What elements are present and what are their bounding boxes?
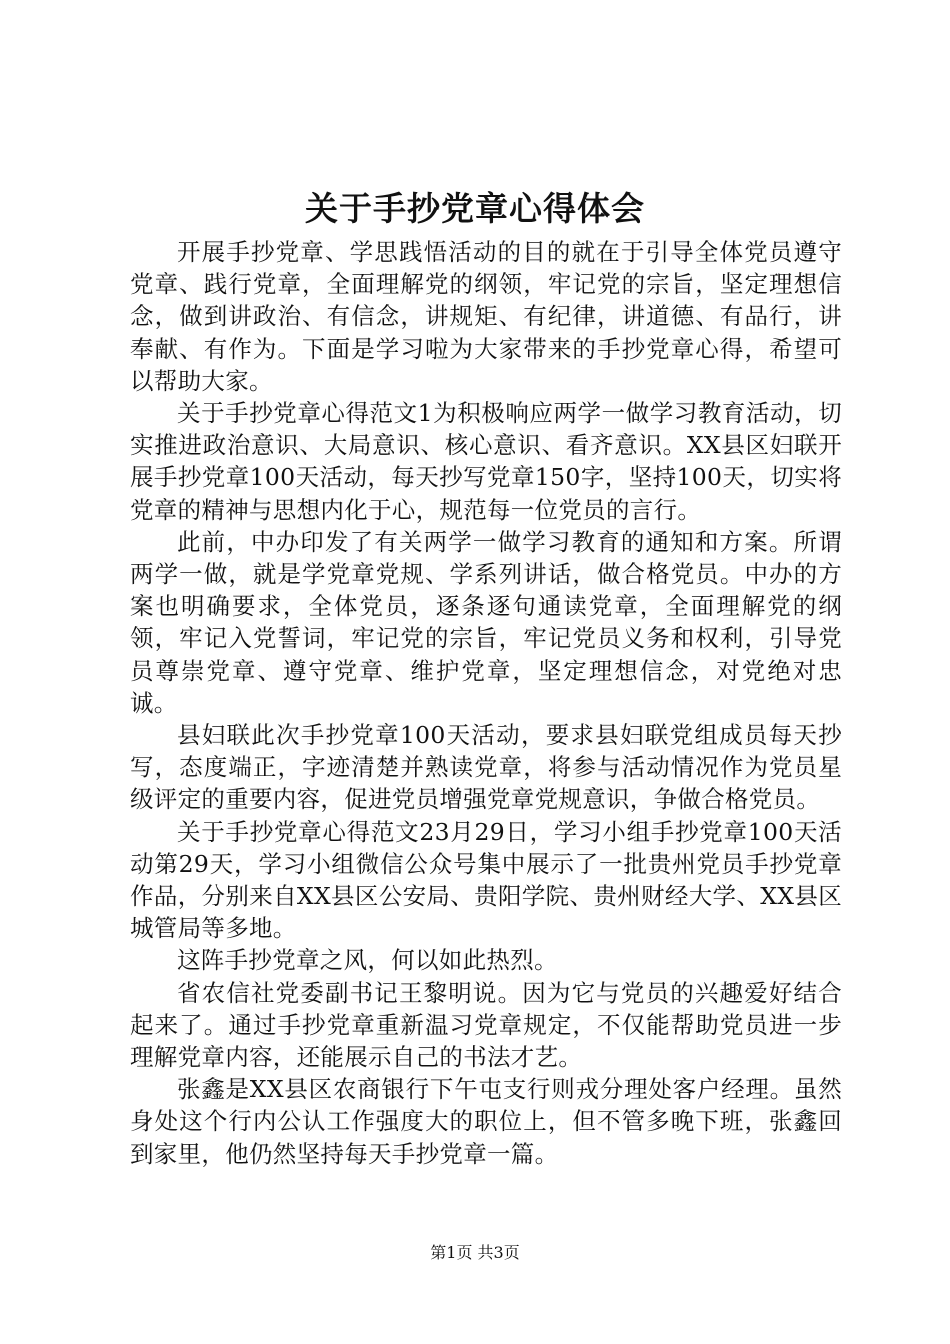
paragraph-3: 此前，中办印发了有关两学一做学习教育的通知和方案。所谓两学一做，就是学党章党规、学系列讲话，做合格党员。中办的方案也明确要求，全体党员，逐条逐句通读党章，全面理解党的纲领，牢记入党誓词，牢记党的宗旨，牢记党员义务和权利，引导党员尊崇党章、遵守党章、维护党章，坚定理想信念，对党绝对忠诚。 <box>130 527 842 717</box>
paragraph-1: 开展手抄党章、学思践悟活动的目的就在于引导全体党员遵守党章、践行党章，全面理解党的纲领，牢记党的宗旨，坚定理想信念，做到讲政治、有信念，讲规矩、有纪律，讲道德、有品行，讲奉献、有作为。下面是学习啦为大家带来的手抄党章心得，希望可以帮助大家。 <box>130 238 842 395</box>
page-footer: 第1页 共3页 <box>430 1243 520 1262</box>
paragraph-5: 关于手抄党章心得范文23月29日，学习小组手抄党章100天活动第29天，学习小组微信公众号集中展示了一批贵州党员手抄党章作品，分别来自XX县区公安局、贵阳学院、贵州财经大学、XX县区城管局等多地。 <box>130 817 842 943</box>
document-title: 关于手抄党章心得体会 <box>305 189 645 228</box>
paragraph-6: 这阵手抄党章之风，何以如此热烈。 <box>177 946 558 975</box>
paragraph-8: 张鑫是XX县区农商银行下午屯支行则戎分理处客户经理。虽然身处这个行内公认工作强度大的职位上，但不管多晚下班，张鑫回到家里，他仍然坚持每天手抄党章一篇。 <box>130 1075 842 1168</box>
document-body <box>130 236 842 1170</box>
paragraph-7: 省农信社党委副书记王黎明说。因为它与党员的兴趣爱好结合起来了。通过手抄党章重新温习党章规定，不仅能帮助党员进一步理解党章内容，还能展示自己的书法才艺。 <box>130 978 842 1072</box>
paragraph-4: 县妇联此次手抄党章100天活动，要求县妇联党组成员每天抄写，态度端正，字迹清楚并熟读党章，将参与活动情况作为党员星级评定的重要内容，促进党员增强党章党规意识，争做合格党员。 <box>130 721 842 814</box>
paragraph-2: 关于手抄党章心得范文1为积极响应两学一做学习教育活动，切实推进政治意识、大局意识、核心意识、看齐意识。XX县区妇联开展手抄党章100天活动，每天抄写党章150字，坚持100天，切实将党章的精神与思想内化于心，规范每一位党员的言行。 <box>130 399 842 524</box>
